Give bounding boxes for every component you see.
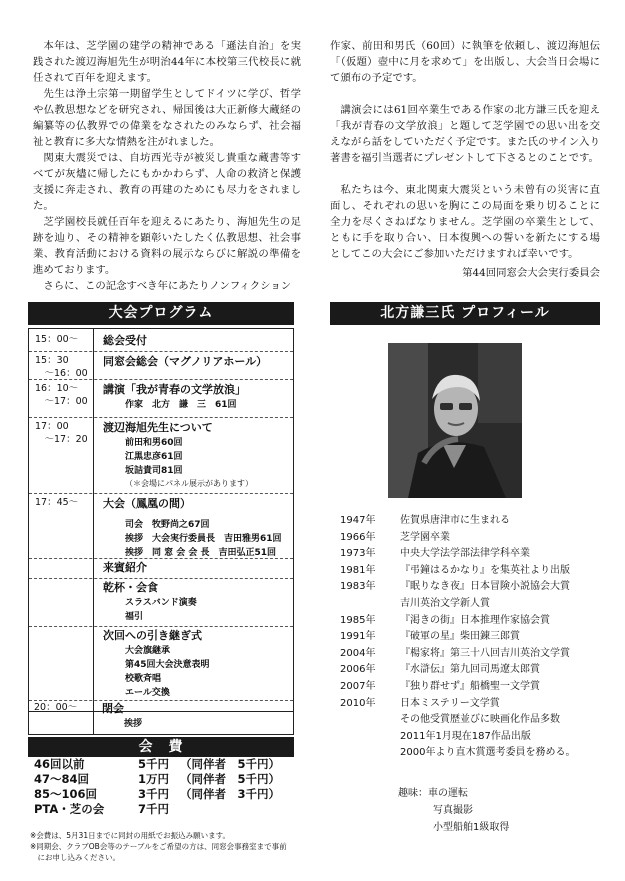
program-item: 次回への引き継ぎ式: [103, 629, 202, 642]
program-subitem: 挨拶 大会実行委員長 吉田雅男61回: [125, 534, 282, 544]
timeline-year: 2006年: [340, 664, 376, 676]
hobbies: [398, 785, 509, 836]
hobby-item: 写真撮影: [433, 805, 473, 816]
fee-amount: 5千円: [138, 757, 170, 771]
program-item: 講演「我が青春の文学放浪」: [103, 383, 246, 396]
fee-notes: [30, 830, 300, 863]
fee-companion: （同伴者 5千円）: [180, 757, 281, 771]
program-subitem: 挨拶 同 窓 会 会 長 吉田弘正51回: [125, 548, 277, 558]
row-divider: [29, 351, 293, 352]
signature: 第44回同窓会大会実行委員会: [462, 267, 600, 279]
timeline-event: 『眠りなき夜』日本冒険小説協会大賞: [400, 581, 570, 593]
program-time: 16：10～ ～17：00: [35, 383, 88, 407]
program-subitem: スラスバンド演奏: [125, 598, 197, 608]
program-subitem: 大会旗継承: [125, 646, 171, 656]
program-note: （＊会場にパネル展示があります）: [125, 479, 253, 488]
row-divider: [29, 558, 293, 559]
timeline-year: 2007年: [340, 680, 376, 692]
program-subitem: 司会 牧野尚之67回: [125, 520, 210, 530]
program-time: 15：00～: [35, 334, 79, 345]
timeline-event: 佐賀県唐津市に生まれる: [400, 515, 510, 526]
fee-note: ※会費は、5月31日までに同封の用紙でお振込み願います。: [30, 831, 230, 840]
timeline-event: 『独り群せず』船橋聖一文学賞: [400, 680, 540, 692]
timeline-year: 1966年: [340, 531, 376, 543]
program-subitem: 校歌斉唱: [125, 674, 162, 684]
fee-group: 85～106回: [34, 787, 98, 801]
table-divider: [93, 329, 94, 711]
row-divider: [29, 626, 293, 627]
timeline-event: 芝学園卒業: [400, 531, 450, 543]
fee-group: PTA・芝の会: [34, 802, 105, 816]
timeline-event: 吉川英治文学新人賞: [400, 597, 490, 609]
timeline-year: 1985年: [340, 614, 376, 626]
program-item: 総会受付: [103, 334, 147, 347]
intro-left-column: [33, 38, 301, 294]
fee-group: 47～84回: [34, 772, 90, 786]
timeline-event: 日本ミステリー文学賞: [400, 697, 500, 709]
fee-group: 46回以前: [34, 757, 85, 771]
timeline-year: 1947年: [340, 515, 376, 526]
program-subitem: 福引: [125, 612, 144, 622]
program-item: 来賓紹介: [103, 561, 147, 574]
intro-paragraph: 私たちは今、東北関東大震災という未曾有の災害に直面し、それぞれの思いを胸にこの局面を乗り切ることに全力を尽くさねばなりません。芝学園の卒業生として、ともに手を取り合い、日本復興への誓いを新たにする場としてこの大会にご参加いただけますれば幸いです。: [330, 184, 600, 260]
hobby-item: 小型船舶1級取得: [433, 822, 510, 833]
program-title: 大会プログラム: [28, 302, 294, 325]
fee-amount: 3千円: [138, 787, 170, 801]
fee-companion: （同伴者 5千円）: [180, 772, 281, 786]
program-time: 20：00～: [34, 702, 78, 713]
program-time: 15：30 ～16：00: [35, 355, 88, 379]
row-divider: [29, 417, 293, 418]
row-divider: [29, 493, 293, 494]
intro-paragraph: 講演会には61回卒業生である作家の北方謙三氏を迎え「我が青春の文学放浪」と題して芝学園での思い出を交えながら話をしていただく予定です。また氏のサイン入り著書を福引当選者にプレゼントして下さるとのことです。: [330, 104, 600, 164]
intro-paragraph: さらに、この記念すべき年にあたりノンフィクション: [43, 280, 292, 292]
program-item: 同窓会総会（マグノリアホール）: [103, 355, 268, 368]
timeline-event: 2000年より直木賞選考委員を務める。: [400, 747, 576, 759]
program-item: 大会（鳳凰の間）: [103, 497, 191, 510]
timeline-year: 2004年: [340, 647, 376, 659]
fee-companion: （同伴者 3千円）: [180, 787, 281, 801]
portrait-illustration: [388, 343, 522, 498]
intro-paragraph: 芝学園校長就任百年を迎えるにあたり、海旭先生の足跡を辿り、その精神を顕彰いたしたく仏教思想、社会事業、教育活動における資料の展示ならびに解説の準備を進めております。: [33, 216, 301, 276]
intro-paragraph: 本年は、芝学園の建学の精神である「遜法自治」を実践された渡辺海旭先生が明治44年に本校第三代校長に就任されて百年を迎えます。: [33, 40, 301, 84]
timeline-year: 2010年: [340, 697, 376, 709]
intro-paragraph: 先生は浄土宗第一期留学生としてドイツに学び、哲学や仏教思想などを研究され、帰国後は大正新修大蔵経の編纂等の仏教界での偉業をなされたのみならず、社会福祉と教育に多大な情熱を注がれました。: [33, 88, 301, 148]
program-item: 渡辺海旭先生について: [103, 421, 213, 434]
program-subitem: 挨拶: [124, 719, 143, 729]
program-subitem: 江黒忠彦61回: [125, 452, 183, 462]
intro-paragraph: 作家、前田和男氏（60回）に執筆を依頼し、渡辺海旭伝「（仮題）壺中に月を求めて」を出版し、大会当日会場にて頒布の予定です。: [330, 40, 600, 84]
program-subitem: 第45回大会決意表明: [125, 660, 210, 670]
timeline-event: 『渇きの街』日本推理作家協会賞: [400, 614, 550, 626]
program-subitem: 作家 北方 謙 三 61回: [125, 400, 237, 410]
program-subitem: 坂詰貴司81回: [125, 466, 183, 476]
author-portrait-photo: [388, 343, 522, 498]
timeline-year: 1991年: [340, 631, 376, 643]
timeline-event: 『弔鐘はるかなり』を集英社より出版: [400, 564, 570, 576]
program-subitem: 前田和男60回: [125, 438, 183, 448]
program-table: [28, 328, 294, 712]
program-item: 乾杯・会食: [103, 581, 158, 594]
hobby-item: 車の運転: [428, 788, 468, 799]
fee-amount: 7千円: [138, 802, 170, 816]
program-subitem: エール交換: [125, 688, 170, 698]
program-time: 17：45～: [35, 497, 79, 508]
profile-title: 北方謙三氏 プロフィール: [330, 302, 600, 325]
timeline-event: その他受賞歴並びに映画化作品多数: [400, 714, 560, 726]
intro-right-column: [330, 38, 600, 281]
timeline-event: 『水滸伝』第九回司馬遼太郎賞: [400, 664, 540, 676]
row-divider: [29, 578, 293, 579]
timeline-year: 1973年: [340, 548, 376, 560]
timeline-event: 2011年1月現在187作品出版: [400, 730, 531, 742]
fee-amount: 1万円: [138, 772, 170, 786]
program-item: 閉会: [102, 702, 124, 715]
row-divider: [29, 379, 293, 380]
program-time: 17：00 ～17：20: [35, 421, 88, 445]
timeline-year: 1981年: [340, 564, 376, 576]
intro-paragraph: 関東大震災では、自坊西光寺が被災し貴重な蔵書等すべてが灰燼に帰したにもかかわらず、人命の救済と保護支援に奔走され、教育の再建のためにも尽力をされました。: [33, 152, 301, 212]
timeline-year: 1983年: [340, 581, 376, 593]
fees-title: 会 費: [28, 737, 294, 757]
program-table-extension: [28, 711, 294, 735]
fee-note: ※同期会、クラブOB会等のテーブルをご希望の方は、同窓会事務室まで事前: [30, 842, 287, 851]
timeline-event: 中央大学法学部法律学科卒業: [400, 548, 530, 560]
hobby-label: 趣味：: [398, 788, 428, 799]
fee-note: にお申し込みください。: [30, 853, 120, 862]
timeline-event: 『破軍の星』柴田錬三郎賞: [400, 631, 520, 643]
timeline-event: 『楊家将』第三十八回吉川英治文学賞: [400, 647, 570, 659]
